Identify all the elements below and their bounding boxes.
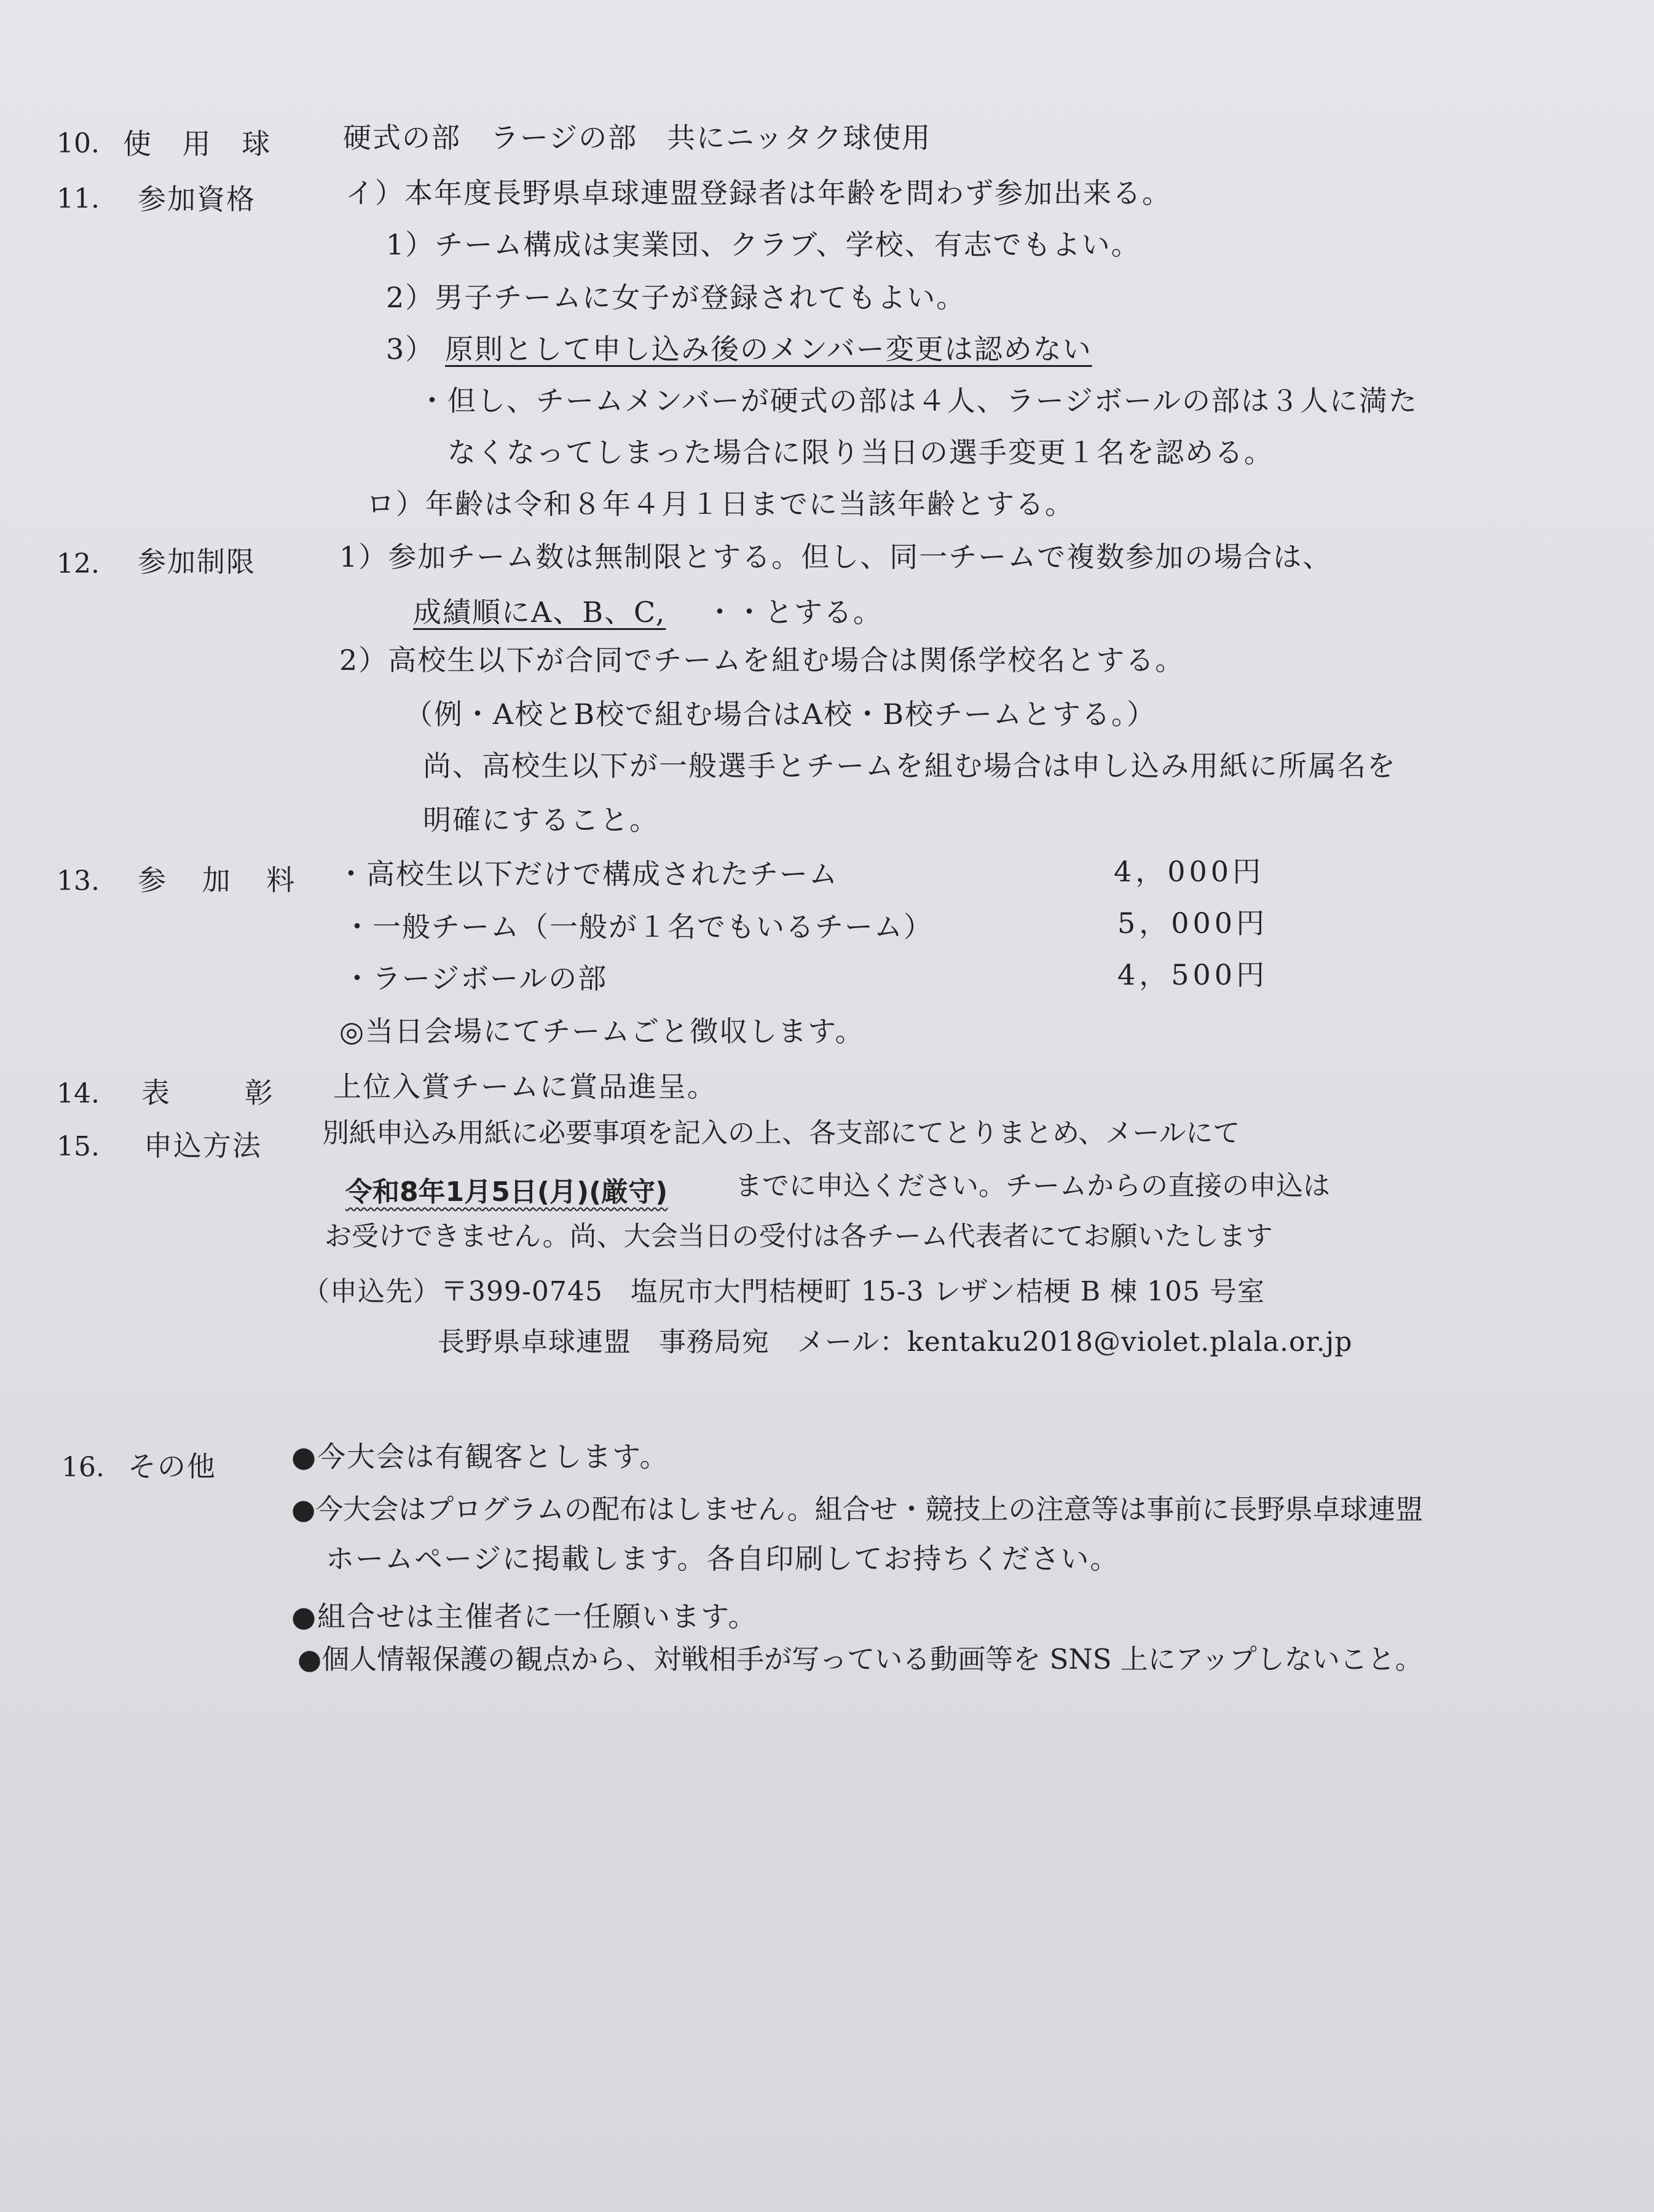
section-13-number: 13.	[57, 865, 100, 897]
section-11-line-7: ロ）年齢は令和８年４月１日までに当該年齢とする。	[366, 487, 1074, 521]
section-14-label: 表 彰	[141, 1076, 296, 1109]
fee-item-3: ・ラージボールの部	[343, 962, 608, 995]
section-15-number: 15.	[57, 1131, 100, 1162]
section-16-label: その他	[128, 1450, 216, 1483]
fee-amount-2: 5，000円	[1117, 907, 1269, 940]
section-13-label: 参 加 料	[138, 864, 309, 897]
section-12-line-2-rest: ・・とする。	[706, 596, 883, 629]
application-deadline: 令和8年1月5日(月)(厳守)	[345, 1176, 668, 1208]
section-15-line-2: までに申込ください。チームからの直接の申込は	[735, 1170, 1330, 1202]
section-15-label: 申込方法	[144, 1129, 262, 1162]
section-12-line-2-underlined: 成績順にA、B、C,	[413, 596, 666, 629]
section-14-text: 上位入賞チームに賞品進呈。	[333, 1070, 717, 1103]
section-16-line-5: ●個人情報保護の観点から、対戦相手が写っている動画等を SNS 上にアップしないこと。	[297, 1643, 1423, 1675]
section-16-line-3: ホームページに掲載します。各自印刷してお持ちください。	[326, 1542, 1120, 1575]
section-11-item3-prefix: 3）	[386, 333, 435, 366]
section-12-line-4: （例・A校とB校で組む場合はA校・B校チームとする。）	[404, 698, 1157, 731]
section-16-number: 16.	[61, 1452, 104, 1483]
section-10-label: 使 用 球	[123, 127, 282, 160]
section-11-line-3: 2）男子チームに女子が登録されてもよい。	[386, 281, 966, 314]
section-12-line-1: 1）参加チーム数は無制限とする。但し、同一チームで複数参加の場合は、	[339, 540, 1333, 573]
section-11-line-1: イ）本年度長野県卓球連盟登録者は年齢を問わず参加出来る。	[345, 176, 1172, 210]
section-12-number: 12.	[57, 548, 100, 580]
section-12-label: 参加制限	[138, 545, 256, 578]
section-11-line-6: なくなってしまった場合に限り当日の選手変更１名を認める。	[447, 436, 1274, 469]
fee-amount-3: 4，500円	[1117, 958, 1269, 991]
section-12-line-5: 尚、高校生以下が一般選手とチームを組む場合は申し込み用紙に所属名を	[423, 749, 1396, 782]
section-10-text: 硬式の部 ラージの部 共にニッタク球使用	[343, 121, 932, 154]
fee-item-2: ・一般チーム（一般が１名でもいるチーム）	[343, 910, 933, 943]
section-12-line-6: 明確にすること。	[423, 803, 659, 836]
section-12-line-3: 2）高校生以下が合同でチームを組む場合は関係学校名とする。	[339, 644, 1185, 677]
fee-amount-1: 4，000円	[1114, 855, 1265, 888]
section-14-number: 14.	[57, 1078, 100, 1109]
section-11-line-5: ・但し、チームメンバーが硬式の部は４人、ラージボールの部は３人に満た	[418, 384, 1418, 417]
section-11-line-4-underlined: 原則として申し込み後のメンバー変更は認めない	[445, 333, 1092, 366]
section-16-line-1: ●今大会は有観客とします。	[291, 1440, 669, 1473]
fee-note: ◎当日会場にてチームごと徴収します。	[339, 1015, 865, 1048]
section-11-label: 参加資格	[138, 183, 256, 216]
section-11-line-2: 1）チーム構成は実業団、クラブ、学校、有志でもよい。	[386, 228, 1141, 261]
section-16-line-2: ●今大会はプログラムの配布はしません。組合せ・競技上の注意等は事前に長野県卓球連盟	[291, 1493, 1424, 1525]
section-10-number: 10.	[57, 128, 100, 159]
application-address: （申込先）〒399-0745 塩尻市大門桔梗町 15-3 レザン桔梗 B 棟 105 号室	[302, 1276, 1266, 1307]
fee-item-1: ・高校生以下だけで構成されたチーム	[337, 857, 838, 891]
section-15-line-1: 別紙申込み用紙に必要事項を記入の上、各支部にてとりまとめ、メールにて	[322, 1117, 1240, 1149]
section-16-line-4: ●組合せは主催者に一任願います。	[291, 1600, 758, 1633]
section-11-number: 11.	[57, 183, 100, 215]
section-15-line-3: お受けできません。尚、大会当日の受付は各チーム代表者にてお願いたします	[325, 1221, 1273, 1252]
application-contact: 長野県卓球連盟 事務局宛 メール：kentaku2018@violet.plala.or.jp	[438, 1326, 1353, 1358]
